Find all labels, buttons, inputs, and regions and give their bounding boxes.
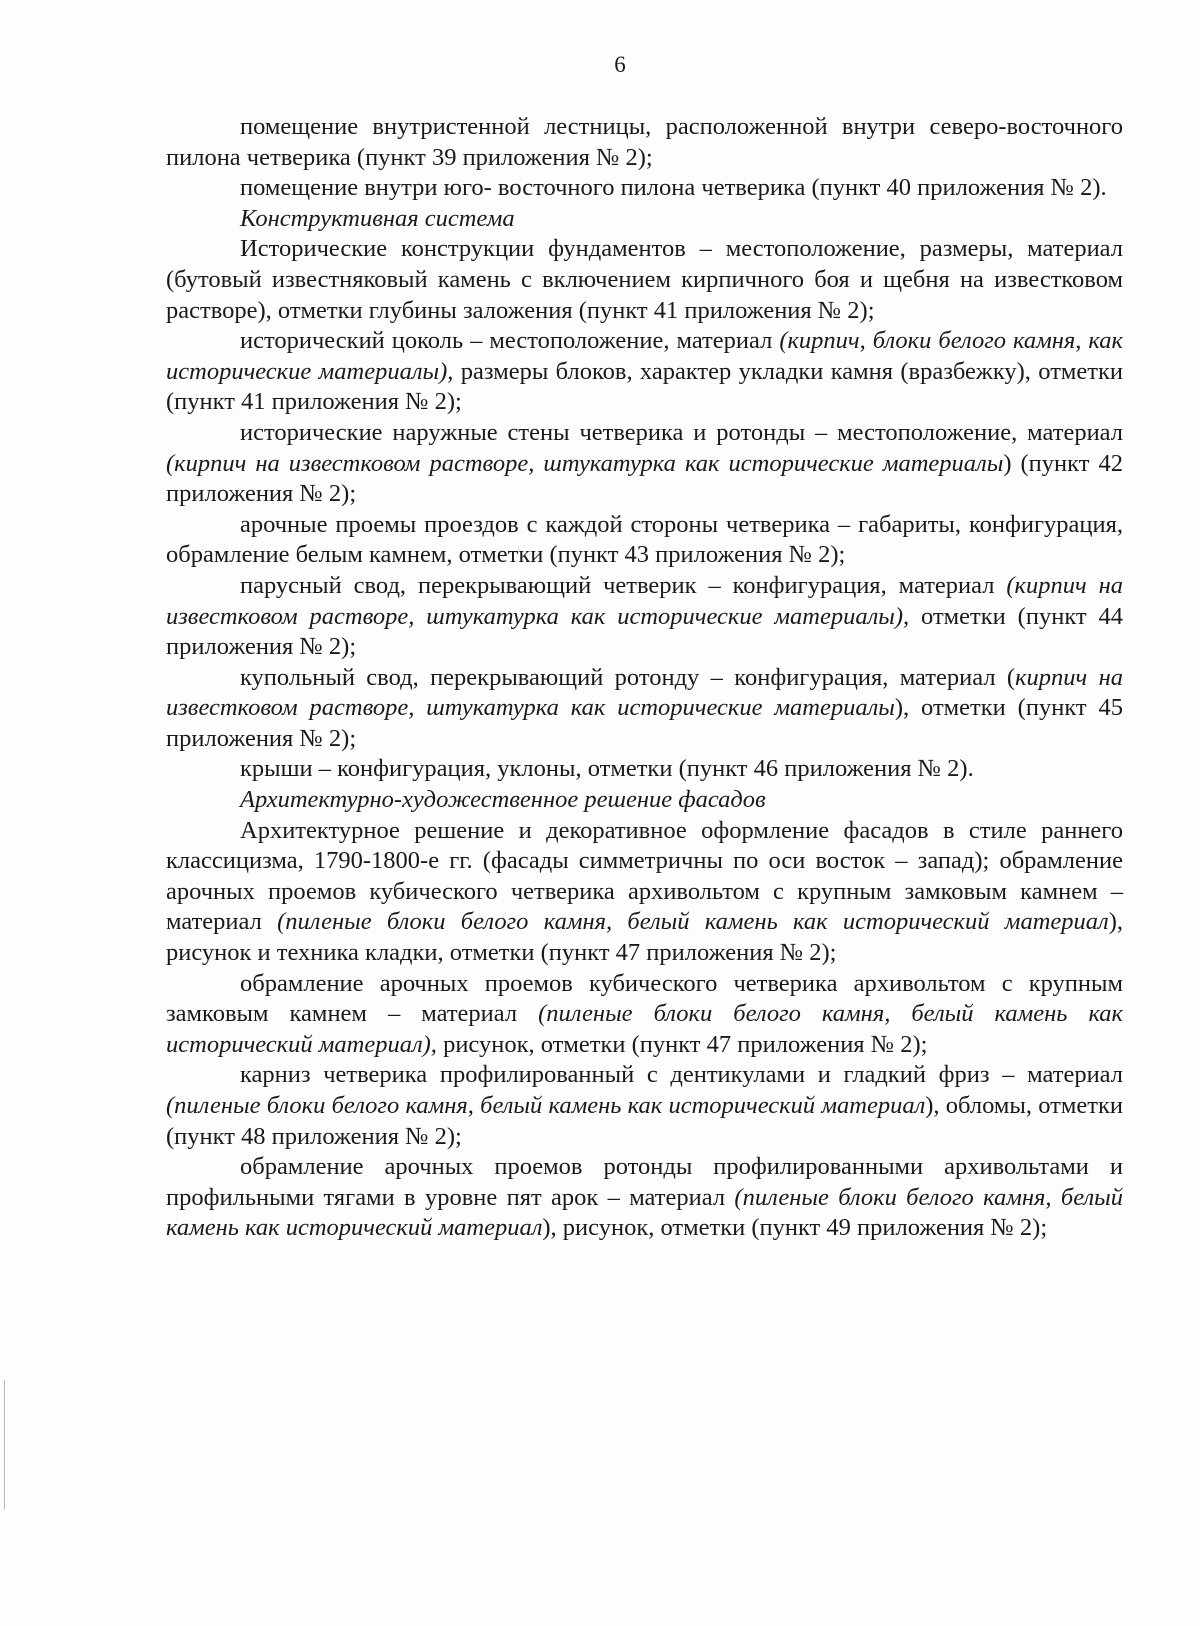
paragraph	[166, 663, 1123, 755]
paragraph	[166, 1060, 1123, 1152]
paragraph	[166, 969, 1123, 1061]
text-run: ) (пункт 42 приложения № 2);	[166, 449, 1123, 508]
text-run: парусный свод, перекрывающий четверик – конфигурация, материал	[240, 571, 1007, 599]
text-run: ), рисунок, отметки (пункт 49 приложения № 2);	[542, 1214, 1048, 1242]
text-run: арочные проемы проездов с каждой стороны четверика – габариты, конфигурация, обрамление белым камнем, отметки (пункт 43 приложения № 2);	[166, 510, 1123, 569]
page-number: 6	[614, 52, 626, 77]
text-run: помещение внутри юго- восточного пилона четверика (пункт 40 приложения № 2).	[240, 174, 1107, 202]
italic-text: кирпич на известковом растворе, штукатурка как исторические материалы	[166, 663, 1123, 722]
italic-text: (пиленые блоки белого камня, белый камень как исторический материал	[277, 908, 1109, 936]
paragraph	[166, 234, 1123, 326]
italic-text: (пиленые блоки белого камня, белый камень как исторический материал	[166, 1183, 1123, 1242]
paragraph	[166, 173, 1123, 204]
text-run: исторический цоколь – местоположение, материал	[240, 327, 780, 355]
text-run: размеры блоков, характер укладки камня (вразбежку), отметки (пункт 41 приложения № 2);	[166, 357, 1123, 416]
text-run: исторические наружные стены четверика и ротонды – местоположение, материал	[240, 418, 1123, 446]
text-run: ), обломы, отметки (пункт 48 приложения № 2);	[166, 1092, 1123, 1150]
text-run: ), рисунок и техника кладки, отметки (пункт 47 приложения № 2);	[166, 908, 1123, 967]
italic-text: (пиленые блоки белого камня, белый камень как исторический материал),	[166, 1000, 1124, 1058]
document-body	[166, 112, 1123, 1244]
italic-text: (кирпич на известковом растворе, штукатурка как исторические материалы),	[166, 571, 1124, 630]
section-heading: Архитектурно-художественное решение фасадов	[240, 786, 766, 814]
text-run: крыши – конфигурация, уклоны, отметки (пункт 46 приложения № 2).	[240, 755, 974, 783]
text-run: ), отметки (пункт 45 приложения № 2);	[166, 694, 1124, 752]
text-run: отметки (пункт 44 приложения № 2);	[166, 602, 1124, 661]
text-run: Архитектурное решение и декоративное оформление фасадов в стиле раннего классицизма, 1790-1800-е гг. (фасады симметричны по оси восток – запад); обрамление арочных проемов кубического четверика архивольтом с крупным замковым камнем – материал	[166, 816, 1123, 936]
italic-text: (кирпич, блоки белого камня, как исторические материалы),	[166, 327, 1123, 385]
scan-edge-mark	[4, 1380, 5, 1510]
italic-text: (пиленые блоки белого камня, белый камень как исторический материал	[166, 1092, 926, 1119]
paragraph	[166, 112, 1123, 173]
text-run: Исторические конструкции фундаментов – местоположение, размеры, материал (бутовый известняковый камень с включением кирпичного боя и щебня на известковом растворе), отметки глубины заложения (пункт 41 приложения № 2);	[166, 235, 1123, 324]
paragraph	[166, 816, 1123, 969]
text-run: купольный свод, перекрывающий ротонду – конфигурация, материал (	[240, 663, 1016, 691]
paragraph	[166, 418, 1123, 510]
text-run: обрамление арочных проемов ротонды профилированными архивольтами и профильными тягами в уровне пят арок – материал	[166, 1153, 1123, 1211]
paragraph	[166, 571, 1123, 663]
text-run: карниз четверика профилированный с дентикулами и гладкий фриз – материал	[240, 1061, 1123, 1089]
italic-text: (кирпич на известковом растворе, штукатурка как исторические материалы	[166, 449, 1004, 477]
section-heading: Конструктивная система	[240, 204, 515, 232]
paragraph	[166, 326, 1123, 418]
text-run: рисунок, отметки (пункт 47 приложения № 2);	[436, 1030, 928, 1058]
text-run: помещение внутристенной лестницы, расположенной внутри северо-восточного пилона четверика (пункт 39 приложения № 2);	[166, 113, 1123, 171]
paragraph	[166, 510, 1123, 571]
paragraph	[166, 754, 1123, 785]
text-run: обрамление арочных проемов кубического четверика архивольтом с крупным замковым камнем – материал	[166, 969, 1123, 1028]
paragraph	[166, 1152, 1123, 1244]
